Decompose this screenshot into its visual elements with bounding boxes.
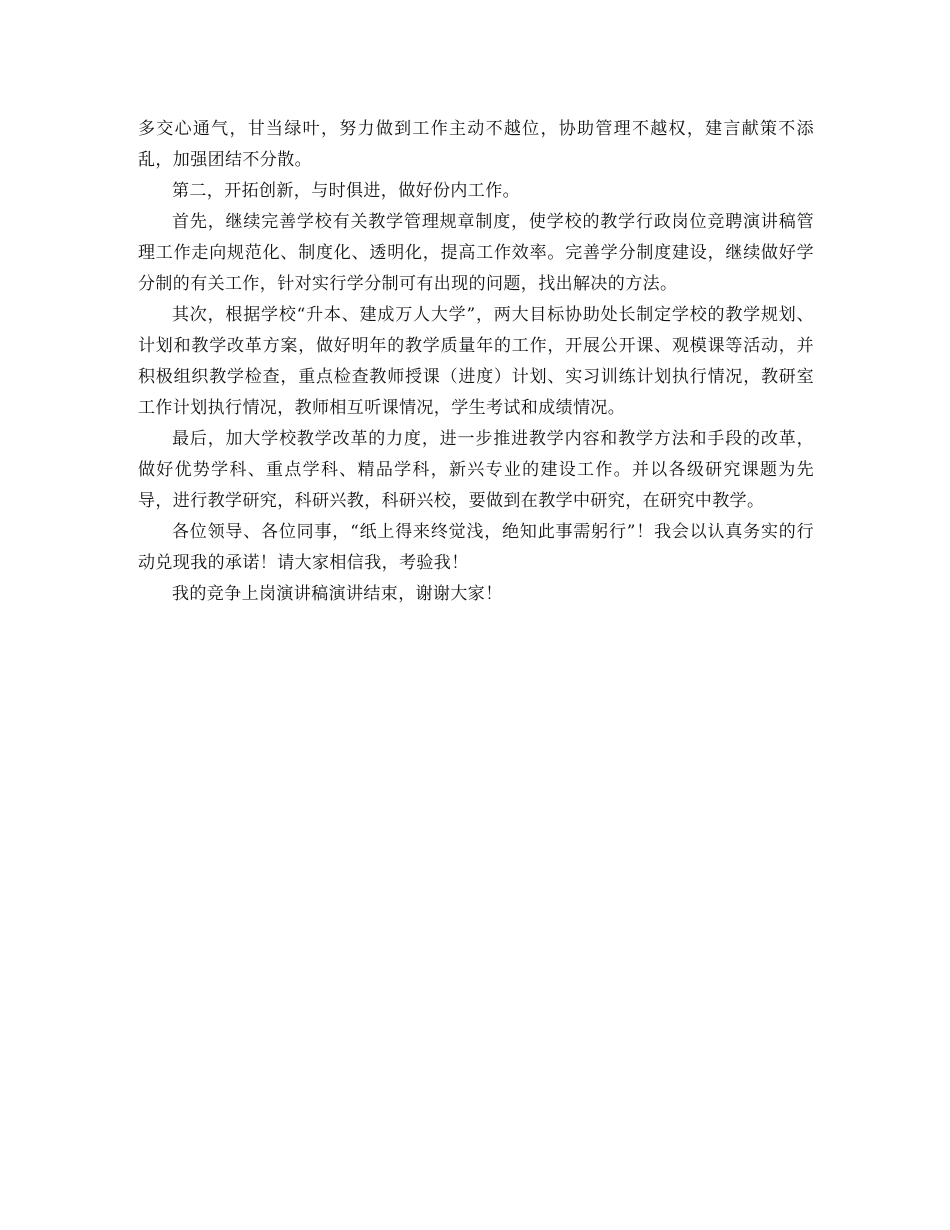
paragraph-continuation: 多交心通气，甘当绿叶，努力做到工作主动不越位，协助管理不越权，建言献策不添乱，加强团结不分散。 — [138, 119, 814, 170]
paragraph-first: 首先，继续完善学校有关教学管理规章制度，使学校的教学行政岗位竞聘演讲稿管理工作走向规范化、制度化、透明化，提高工作效率。完善学分制度建设，继续做好学分制的有关工作，针对实行学分制可有出现的问题，找出解决的方法。 — [138, 212, 814, 294]
paragraph-address: 各位领导、各位同事，“纸上得来终觉浅，绝知此事需躬行”！我会以认真务实的行动兑现我的承诺！请大家相信我，考验我！ — [138, 522, 814, 573]
paragraph-second-point: 第二，开拓创新，与时俱进，做好份内工作。 — [172, 181, 520, 201]
paragraph-closing: 我的竞争上岗演讲稿演讲结束，谢谢大家！ — [172, 584, 503, 604]
paragraph-last: 最后，加大学校教学改革的力度，进一步推进教学内容和教学方法和手段的改革，做好优势学科、重点学科、精品学科，新兴专业的建设工作。并以各级研究课题为先导，进行教学研究，科研兴教，科研兴校，要做到在教学中研究，在研究中教学。 — [138, 429, 814, 511]
paragraph-next: 其次，根据学校“升本、建成万人大学”，两大目标协助处长制定学校的教学规划、计划和教学改革方案，做好明年的教学质量年的工作，开展公开课、观模课等活动，并积极组织教学检查，重点检查教师授课（进度）计划、实习训练计划执行情况，教研室工作计划执行情况，教师相互听课情况，学生考试和成绩情况。 — [138, 305, 814, 418]
document-body — [138, 114, 814, 610]
